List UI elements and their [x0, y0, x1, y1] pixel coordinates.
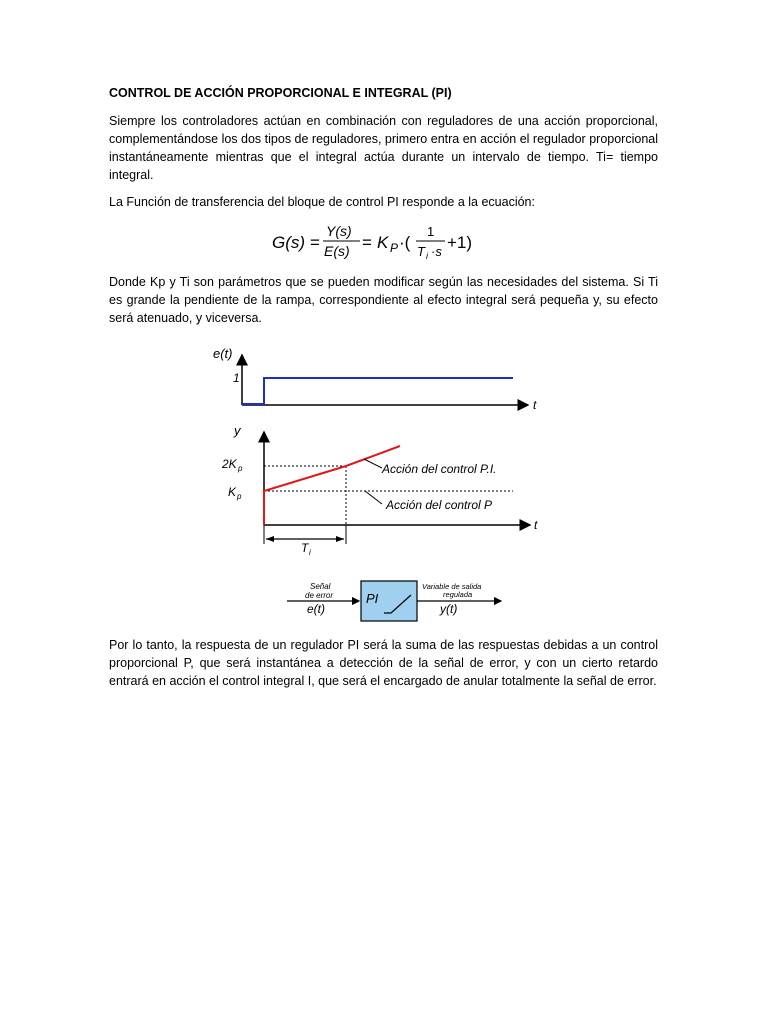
eq-inner-den: T [417, 244, 425, 259]
label-kp-sub: p [237, 492, 242, 501]
ti-label: T [301, 541, 309, 555]
pi-leader-line [364, 459, 382, 468]
top-ylabel: e(t) [213, 346, 233, 361]
pi-block-diagram [285, 578, 505, 633]
pi-block-label: PI [366, 591, 379, 606]
transfer-function-equation [270, 222, 500, 262]
output-label-2: regulada [443, 590, 473, 599]
p-leader-line [365, 491, 382, 504]
pi-response-curve [264, 446, 400, 525]
output-label-1: Variable de salida [422, 582, 482, 591]
eq-equals-1: = [310, 233, 320, 252]
eq-dot-paren: ·( [399, 233, 411, 252]
eq-kp-sub: P [390, 241, 399, 255]
ti-arrow-left [266, 536, 274, 542]
eq-inner-den-sub: i [426, 251, 428, 261]
eq-plus-one: +1) [447, 233, 473, 252]
parameters-paragraph: Donde Kp y Ti son parámetros que se pueden modificar según las necesidades del sistema. Si Ti es grande la pendiente de la rampa, correspondiente al efecto integral será pequeña y, su efecto será atenuado, y viceversa. [109, 275, 658, 325]
top-xlabel: t [533, 398, 537, 412]
label-kp: K [228, 485, 237, 499]
transfer-function-intro: La Función de transferencia del bloque de control PI responde a la ecuación: [109, 195, 535, 209]
bottom-ylabel: y [234, 423, 241, 438]
label-2kp: 2K [222, 457, 237, 471]
label-p-action: Acción del control P [386, 498, 493, 512]
eq-lhs: G(s) [272, 233, 306, 252]
label-pi-action: Acción del control P.I. [382, 462, 497, 476]
label-2kp-sub: p [238, 464, 243, 473]
eq-kp: K [377, 233, 389, 252]
intro-paragraph: Siempre los controladores actúan en combinación con reguladores de una acción proporcional, complementándose los dos tipos de reguladores, primero entra en acción el regulador proporcional instantáneamente mientras que el integral actúa durante un intervalo de tiempo. Ti= tiempo integral. [109, 114, 658, 182]
input-label-1: Señal [310, 582, 331, 591]
conclusion-paragraph: Por lo tanto, la respuesta de un regulador PI será la suma de las respuestas debidas a un control proporcional P, que será instantánea a detección de la señal de error, y con un cierto retardo entrará en acción el control integral I, que será el encargado de anular totalmente la señal de error. [109, 638, 658, 688]
eq-inner-num: 1 [427, 224, 435, 239]
eq-frac-num: Y(s) [326, 223, 352, 239]
input-signal-label: e(t) [307, 602, 325, 616]
ti-arrow-right [336, 536, 344, 542]
eq-inner-den-rest: ·s [431, 244, 442, 259]
top-level-label: 1 [233, 371, 240, 385]
eq-frac-den: E(s) [324, 243, 350, 259]
section-title: CONTROL DE ACCIÓN PROPORCIONAL E INTEGRAL (PI) [109, 86, 452, 100]
eq-equals-2: = [362, 233, 372, 252]
pi-response-figure [200, 340, 560, 570]
bottom-xlabel: t [534, 518, 538, 532]
input-label-2: de error [305, 591, 334, 600]
error-step-signal [242, 378, 513, 404]
output-signal-label: y(t) [440, 602, 458, 616]
ti-label-sub: i [309, 548, 311, 557]
